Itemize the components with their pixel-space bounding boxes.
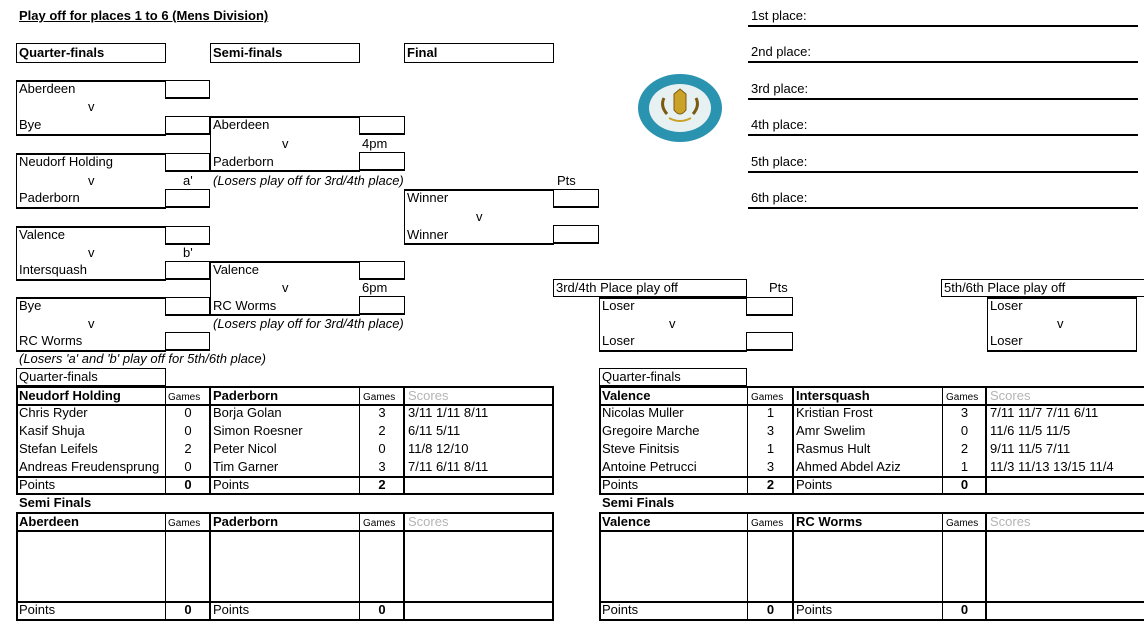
place-line <box>748 207 1138 209</box>
team-name: Aberdeen <box>213 117 270 132</box>
games-value: 0 <box>184 405 192 420</box>
team-name: Paderborn <box>213 388 279 403</box>
place-line <box>748 134 1138 136</box>
score-cell <box>165 189 210 208</box>
score-value: 11/6 11/5 11/5 <box>990 423 1071 438</box>
score-value: 7/11 11/7 7/11 6/11 <box>990 405 1099 420</box>
score-value: 7/11 6/11 8/11 <box>408 459 489 474</box>
team-name: Neudorf Holding <box>19 154 113 169</box>
score-cell <box>165 116 210 135</box>
score-cell <box>359 261 405 280</box>
games-value: 0 <box>960 423 969 438</box>
score-cell <box>359 116 405 135</box>
points-value: 2 <box>766 477 775 492</box>
page-title: Play off for places 1 to 6 (Mens Division) <box>19 8 269 23</box>
points-value: 0 <box>184 602 192 617</box>
place-label: 6th place: <box>751 190 808 205</box>
playoff-34-title: 3rd/4th Place play off <box>556 280 678 295</box>
games-header: Games <box>363 392 396 403</box>
score-value: 11/3 11/13 13/15 11/4 <box>990 459 1114 474</box>
section-label: Semi Finals <box>602 495 675 510</box>
place-line <box>748 171 1138 173</box>
player-name: Gregoire Marche <box>602 423 700 438</box>
place-line <box>748 25 1138 27</box>
scores-header: Scores <box>990 388 1031 403</box>
games-value: 3 <box>766 423 775 438</box>
match-tag-b: b' <box>183 245 193 260</box>
games-value: 0 <box>184 423 192 438</box>
sf-header: Semi-finals <box>213 45 283 60</box>
team-name: Valence <box>602 514 651 529</box>
place-label: 3rd place: <box>751 81 809 96</box>
points-label: Points <box>19 477 56 492</box>
match-time: 4pm <box>362 136 388 151</box>
qf-header: Quarter-finals <box>19 45 105 60</box>
games-header: Games <box>363 518 396 529</box>
games-header: Games <box>751 392 784 403</box>
games-header: Games <box>168 392 201 403</box>
team-name: Loser <box>990 298 1023 313</box>
scores-header: Scores <box>408 514 449 529</box>
player-name: Steve Finitsis <box>602 441 680 456</box>
player-name: Andreas Freudensprung <box>19 459 160 474</box>
team-name: RC Worms <box>213 298 277 313</box>
team-name: Aberdeen <box>19 81 76 96</box>
place-label: 5th place: <box>751 154 808 169</box>
games-value: 0 <box>378 441 386 456</box>
games-header: Games <box>946 518 979 529</box>
player-name: Amr Swelim <box>796 423 866 438</box>
versus-label: v <box>88 99 95 114</box>
score-value: 11/8 12/10 <box>408 441 469 456</box>
versus-label: v <box>88 316 95 331</box>
games-value: 3 <box>378 405 386 420</box>
team-name: RC Worms <box>19 333 83 348</box>
versus-label: v <box>476 209 483 224</box>
player-name: Antoine Petrucci <box>602 459 697 474</box>
points-value: 0 <box>960 602 969 617</box>
player-name: Rasmus Hult <box>796 441 871 456</box>
team-name: Paderborn <box>19 190 80 205</box>
section-label: Semi Finals <box>19 495 92 510</box>
team-name: Bye <box>19 117 42 132</box>
score-value: 6/11 5/11 <box>408 423 461 438</box>
team-name: Winner <box>407 227 449 242</box>
points-label: Points <box>796 477 833 492</box>
points-value: 0 <box>766 602 775 617</box>
score-cell <box>746 332 793 351</box>
final-header: Final <box>407 45 438 60</box>
playoff-56-title: 5th/6th Place play off <box>944 280 1066 295</box>
team-name: Valence <box>602 388 651 403</box>
score-value: 9/11 11/5 7/11 <box>990 441 1071 456</box>
scores-header: Scores <box>408 388 449 403</box>
score-cell <box>165 332 210 351</box>
player-name: Tim Garner <box>213 459 279 474</box>
team-name: Paderborn <box>213 154 274 169</box>
games-value: 1 <box>766 441 775 456</box>
games-value: 2 <box>184 441 192 456</box>
points-value: 0 <box>378 602 386 617</box>
score-cell <box>165 80 210 99</box>
versus-label: v <box>88 245 95 260</box>
score-cell <box>553 189 599 208</box>
score-cell <box>165 297 210 316</box>
games-value: 1 <box>766 405 775 420</box>
games-value: 3 <box>960 405 969 420</box>
player-name: Peter Nicol <box>213 441 277 456</box>
score-cell <box>553 225 599 244</box>
section-label: Quarter-finals <box>19 369 98 384</box>
team-name: Loser <box>602 298 635 313</box>
versus-label: v <box>669 316 676 331</box>
losers-ab-note: (Losers 'a' and 'b' play off for 5th/6th place) <box>19 351 266 366</box>
team-name: Loser <box>990 333 1023 348</box>
sf-header-box <box>210 43 360 63</box>
place-label: 2nd place: <box>751 44 811 59</box>
pts-label: Pts <box>769 280 788 295</box>
player-name: Nicolas Muller <box>602 405 684 420</box>
match-time: 6pm <box>362 280 388 295</box>
qf-header-box <box>16 43 166 63</box>
points-label: Points <box>602 602 639 617</box>
games-value: 1 <box>960 459 969 474</box>
score-cell <box>165 261 210 280</box>
team-name: RC Worms <box>796 514 863 529</box>
team-name: Intersquash <box>19 262 87 277</box>
points-label: Points <box>213 477 250 492</box>
team-name: Loser <box>602 333 635 348</box>
versus-label: v <box>88 173 95 188</box>
team-name: Aberdeen <box>19 514 79 529</box>
score-cell <box>359 152 405 171</box>
games-value: 2 <box>960 441 969 456</box>
games-value: 3 <box>766 459 775 474</box>
versus-label: v <box>282 280 289 295</box>
place-label: 4th place: <box>751 117 808 132</box>
versus-label: v <box>282 136 289 151</box>
player-name: Kristian Frost <box>796 405 873 420</box>
points-label: Points <box>602 477 639 492</box>
points-value: 0 <box>184 477 192 492</box>
team-name: Intersquash <box>796 388 870 403</box>
player-name: Kasif Shuja <box>19 423 85 438</box>
place-line <box>748 61 1138 63</box>
player-name: Simon Roesner <box>213 423 303 438</box>
versus-label: v <box>1057 316 1064 331</box>
score-value: 3/11 1/11 8/11 <box>408 405 489 420</box>
team-name: Winner <box>407 190 449 205</box>
losers-note: (Losers play off for 3rd/4th place) <box>213 316 404 331</box>
match-tag-a: a' <box>183 173 193 188</box>
place-line <box>748 98 1138 100</box>
team-name: Valence <box>19 227 66 242</box>
games-header: Games <box>168 518 201 529</box>
games-value: 2 <box>378 423 386 438</box>
games-header: Games <box>751 518 784 529</box>
team-name: Bye <box>19 298 42 313</box>
team-name: Neudorf Holding <box>19 388 121 403</box>
score-cell <box>359 296 405 315</box>
points-value: 0 <box>960 477 969 492</box>
games-value: 0 <box>184 459 192 474</box>
player-name: Borja Golan <box>213 405 282 420</box>
belfast-city-council-logo <box>636 72 724 144</box>
pts-label: Pts <box>557 173 576 188</box>
score-cell <box>165 226 210 245</box>
points-label: Points <box>213 602 250 617</box>
team-name: Valence <box>213 262 260 277</box>
points-value: 2 <box>378 477 386 492</box>
points-label: Points <box>796 602 833 617</box>
points-label: Points <box>19 602 56 617</box>
team-name: Paderborn <box>213 514 279 529</box>
place-label: 1st place: <box>751 8 807 23</box>
scores-header: Scores <box>990 514 1031 529</box>
score-cell <box>746 297 793 316</box>
score-cell <box>165 153 210 172</box>
player-name: Chris Ryder <box>19 405 88 420</box>
games-value: 3 <box>378 459 386 474</box>
player-name: Ahmed Abdel Aziz <box>796 459 901 474</box>
games-header: Games <box>946 392 979 403</box>
section-label: Quarter-finals <box>602 369 681 384</box>
losers-note: (Losers play off for 3rd/4th place) <box>213 173 404 188</box>
player-name: Stefan Leifels <box>19 441 98 456</box>
final-header-box <box>404 43 554 63</box>
